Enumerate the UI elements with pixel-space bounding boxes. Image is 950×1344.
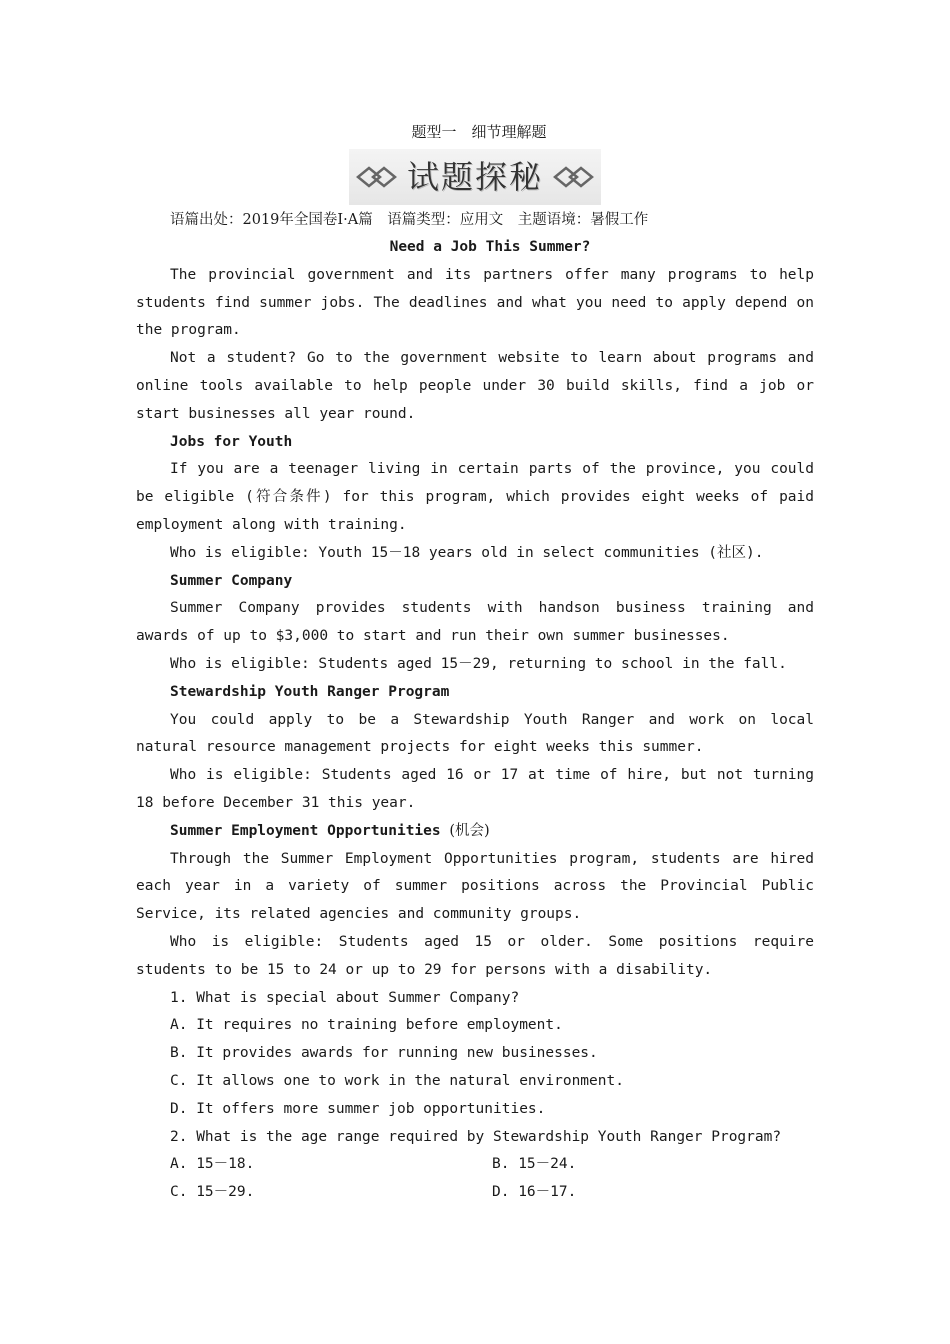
- banner: [136, 148, 814, 206]
- answer-option: D. It offers more summer job opportunities.: [170, 1100, 546, 1117]
- section-title: 题型一 细节理解题: [411, 123, 547, 141]
- question-stem: 1. What is special about Summer Company?: [170, 989, 520, 1006]
- section-heading-note: (机会): [449, 822, 490, 839]
- question-stem: 2. What is the age range required by Stewardship Youth Ranger Program?: [170, 1128, 782, 1145]
- answer-option: B. It provides awards for running new businesses.: [170, 1045, 598, 1062]
- section-heading: [136, 818, 814, 846]
- eligibility-text: Who is eligible: Students aged 15 or older. Some positions require students to be 15 to 24 or up to 29 for persons with a disability.: [136, 933, 814, 978]
- section-heading-text: Summer Company: [170, 572, 293, 589]
- section-body: You could apply to be a Stewardship Youth Ranger and work on local natural resource management projects for eight weeks this summer.: [136, 711, 814, 756]
- section-heading: [136, 679, 814, 707]
- document-page: [136, 118, 814, 1207]
- section-heading: [136, 568, 814, 596]
- section-heading-text: Jobs for Youth: [170, 433, 293, 450]
- article-title: Need a Job This Summer?: [389, 239, 591, 255]
- section-heading-text: Summer Employment Opportunities: [170, 822, 441, 839]
- eligibility-text: Who is eligible: Youth 15－18 years old in select communities (社区).: [170, 544, 764, 561]
- section-body: Through the Summer Employment Opportunities program, students are hired each year in a variety of summer positions across the Provincial Public Service, its related agencies and community groups.: [136, 850, 814, 923]
- section-heading: [136, 429, 814, 457]
- answer-option: C. It allows one to work in the natural environment.: [170, 1072, 624, 1089]
- answer-option: A. It requires no training before employment.: [170, 1017, 563, 1034]
- options-row: [136, 1179, 814, 1207]
- section-body: Summer Company provides students with handson business training and awards of up to $3,000 to start and run their own summer businesses.: [136, 600, 814, 645]
- options-row: [136, 1151, 814, 1179]
- banner-box: [349, 149, 601, 205]
- left-diamond-ornament-icon: [355, 164, 401, 190]
- intro-paragraph: Not a student? Go to the government website to learn about programs and online tools available to help people under 30 build skills, find a job or start businesses all year round.: [136, 350, 814, 422]
- eligibility-text: Who is eligible: Students aged 16 or 17 at time of hire, but not turning 18 before December 31 this year.: [136, 767, 814, 811]
- right-diamond-ornament-icon: [549, 164, 595, 190]
- answer-option: D. 16－17.: [492, 1184, 577, 1201]
- answer-option: C. 15－29.: [170, 1184, 255, 1201]
- section-body: If you are a teenager living in certain parts of the province, you could be eligible (符合条件) for this program, which provides eight weeks of paid employment along with training.: [136, 461, 814, 533]
- banner-title: 试题探秘: [406, 158, 543, 196]
- eligibility-text: Who is eligible: Students aged 15－29, returning to school in the fall.: [170, 655, 787, 672]
- source-info: 语篇出处：2019年全国卷Ⅰ·A篇 语篇类型：应用文 主题语境：暑假工作: [170, 212, 649, 228]
- intro-paragraph: The provincial government and its partners offer many programs to help students find summer jobs. The deadlines and what you need to apply depend on the program.: [136, 266, 814, 339]
- answer-option: B. 15－24.: [492, 1156, 577, 1173]
- section-heading-text: Stewardship Youth Ranger Program: [170, 683, 450, 700]
- answer-option: A. 15－18.: [170, 1156, 255, 1173]
